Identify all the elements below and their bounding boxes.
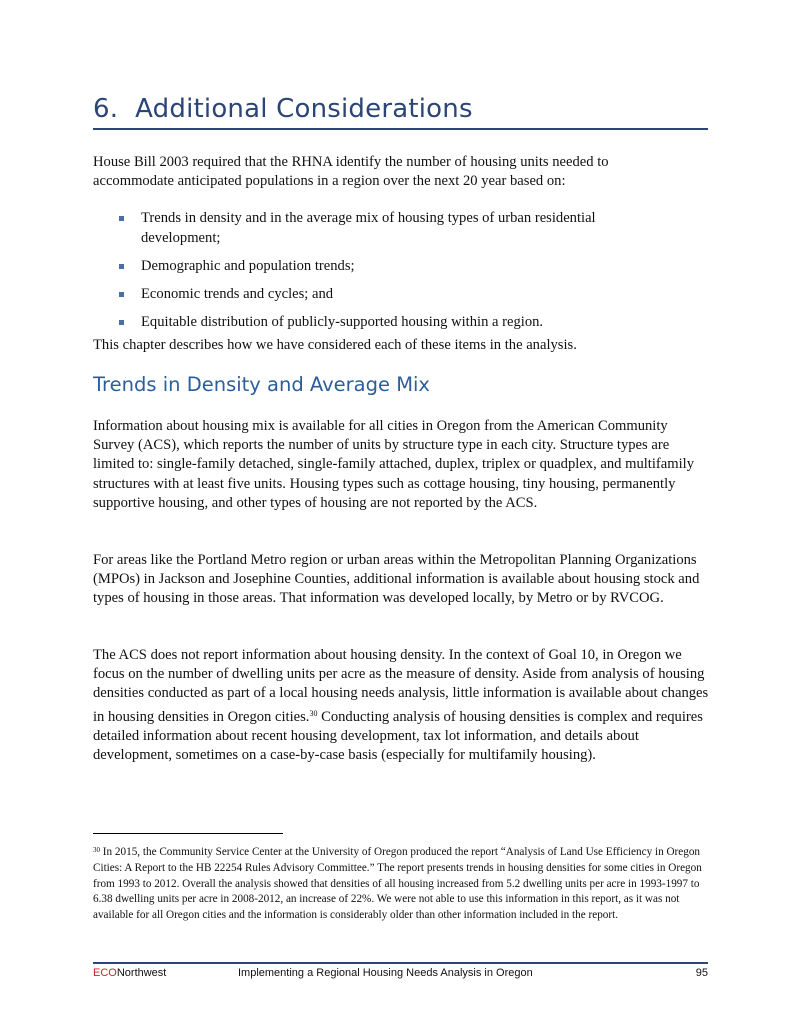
footnote-number: 30 (93, 846, 100, 854)
footnote (93, 843, 709, 924)
footer-divider (93, 962, 708, 964)
paragraph-text: Conducting analysis of housing densities is complex and requires detailed information about recent housing development, tax lot information, and details about development, sometimes on a case-by-case basis (especially for multifamily housing). (93, 708, 703, 764)
title-divider (93, 128, 708, 130)
brand-econ: ECO (93, 967, 117, 979)
list-item (93, 285, 661, 304)
footnote-reference[interactable]: 30 (309, 708, 318, 718)
paragraph-metro-areas: For areas like the Portland Metro region or urban areas within the Metropolitan Planning Organizations (MPOs) in Jackson and Josephine Counties, additional information is available about housing stock and types of housing in those areas. That information was developed locally, by Metro or by RVCOG. (93, 552, 700, 607)
bullet-text: Economic trends and cycles; and (141, 286, 334, 303)
bullet-icon (119, 216, 124, 221)
bullet-text: Trends in density and in the average mix of housing types of urban residential development; (141, 210, 596, 246)
bullet-icon (119, 292, 124, 297)
paragraph-text: The ACS does not report information about housing density. In the context of Goal 10, in Oregon we focus on the number of dwelling units per acre as the measure of density. Aside from analysis of housing densities conducted as part of a local housing needs analysis, little information is available about changes in housing densities in Oregon cities. (93, 647, 709, 725)
bullet-icon (119, 320, 124, 325)
bullet-list (93, 209, 709, 332)
section-heading: Trends in Density and Average Mix (93, 373, 430, 396)
list-item (93, 209, 661, 247)
page-footer (93, 967, 708, 979)
paragraph-housing-mix: Information about housing mix is available for all cities in Oregon from the American Community Survey (ACS), which reports the number of units by structure type in each city. Structure types are limited to: single-family detached, single-family attached, duplex, triplex or quadplex, and multifamily structures with at least five units. Housing types such as cottage housing, tiny housing, permanently supportive housing, and other types of housing are not reported by the ACS. (93, 418, 695, 511)
intro-section (93, 153, 709, 356)
paragraph-density (93, 646, 709, 765)
footnote-divider (93, 833, 283, 834)
bullet-icon (119, 264, 124, 269)
chapter-note: This chapter describes how we have considered each of these items in the analysis. (93, 337, 577, 354)
page-number: 95 (695, 967, 708, 979)
list-item (93, 257, 661, 276)
footer-brand (93, 967, 238, 979)
page-title: 6. Additional Considerations (93, 94, 473, 124)
footnote-text: In 2015, the Community Service Center at the University of Oregon produced the report “Analysis of Land Use Efficiency in Oregon Cities: A Report to the HB 22254 Rules Advisory Committee.” The report presents trends in housing densities for some cities in Oregon from 1993 to 2012. Overall the analysis showed that densities of all housing increased from 5.2 dwelling units per acre in 1993-1997 to 6.38 dwelling units per acre in 2008-2012, an increase of 22%. We were not able to use this information in this report, as it was not available for all Oregon cities and the information is considerably older than other information included in the report. (93, 846, 702, 922)
list-item (93, 313, 661, 332)
brand-rest: Northwest (116, 967, 167, 979)
footer-title: Implementing a Regional Housing Needs Analysis in Oregon (238, 967, 533, 979)
intro-paragraph: House Bill 2003 required that the RHNA identify the number of housing units needed to accommodate anticipated populations in a region over the next 20 year based on: (93, 154, 609, 190)
bullet-text: Equitable distribution of publicly-supported housing within a region. (141, 314, 544, 331)
bullet-text: Demographic and population trends; (141, 257, 355, 274)
